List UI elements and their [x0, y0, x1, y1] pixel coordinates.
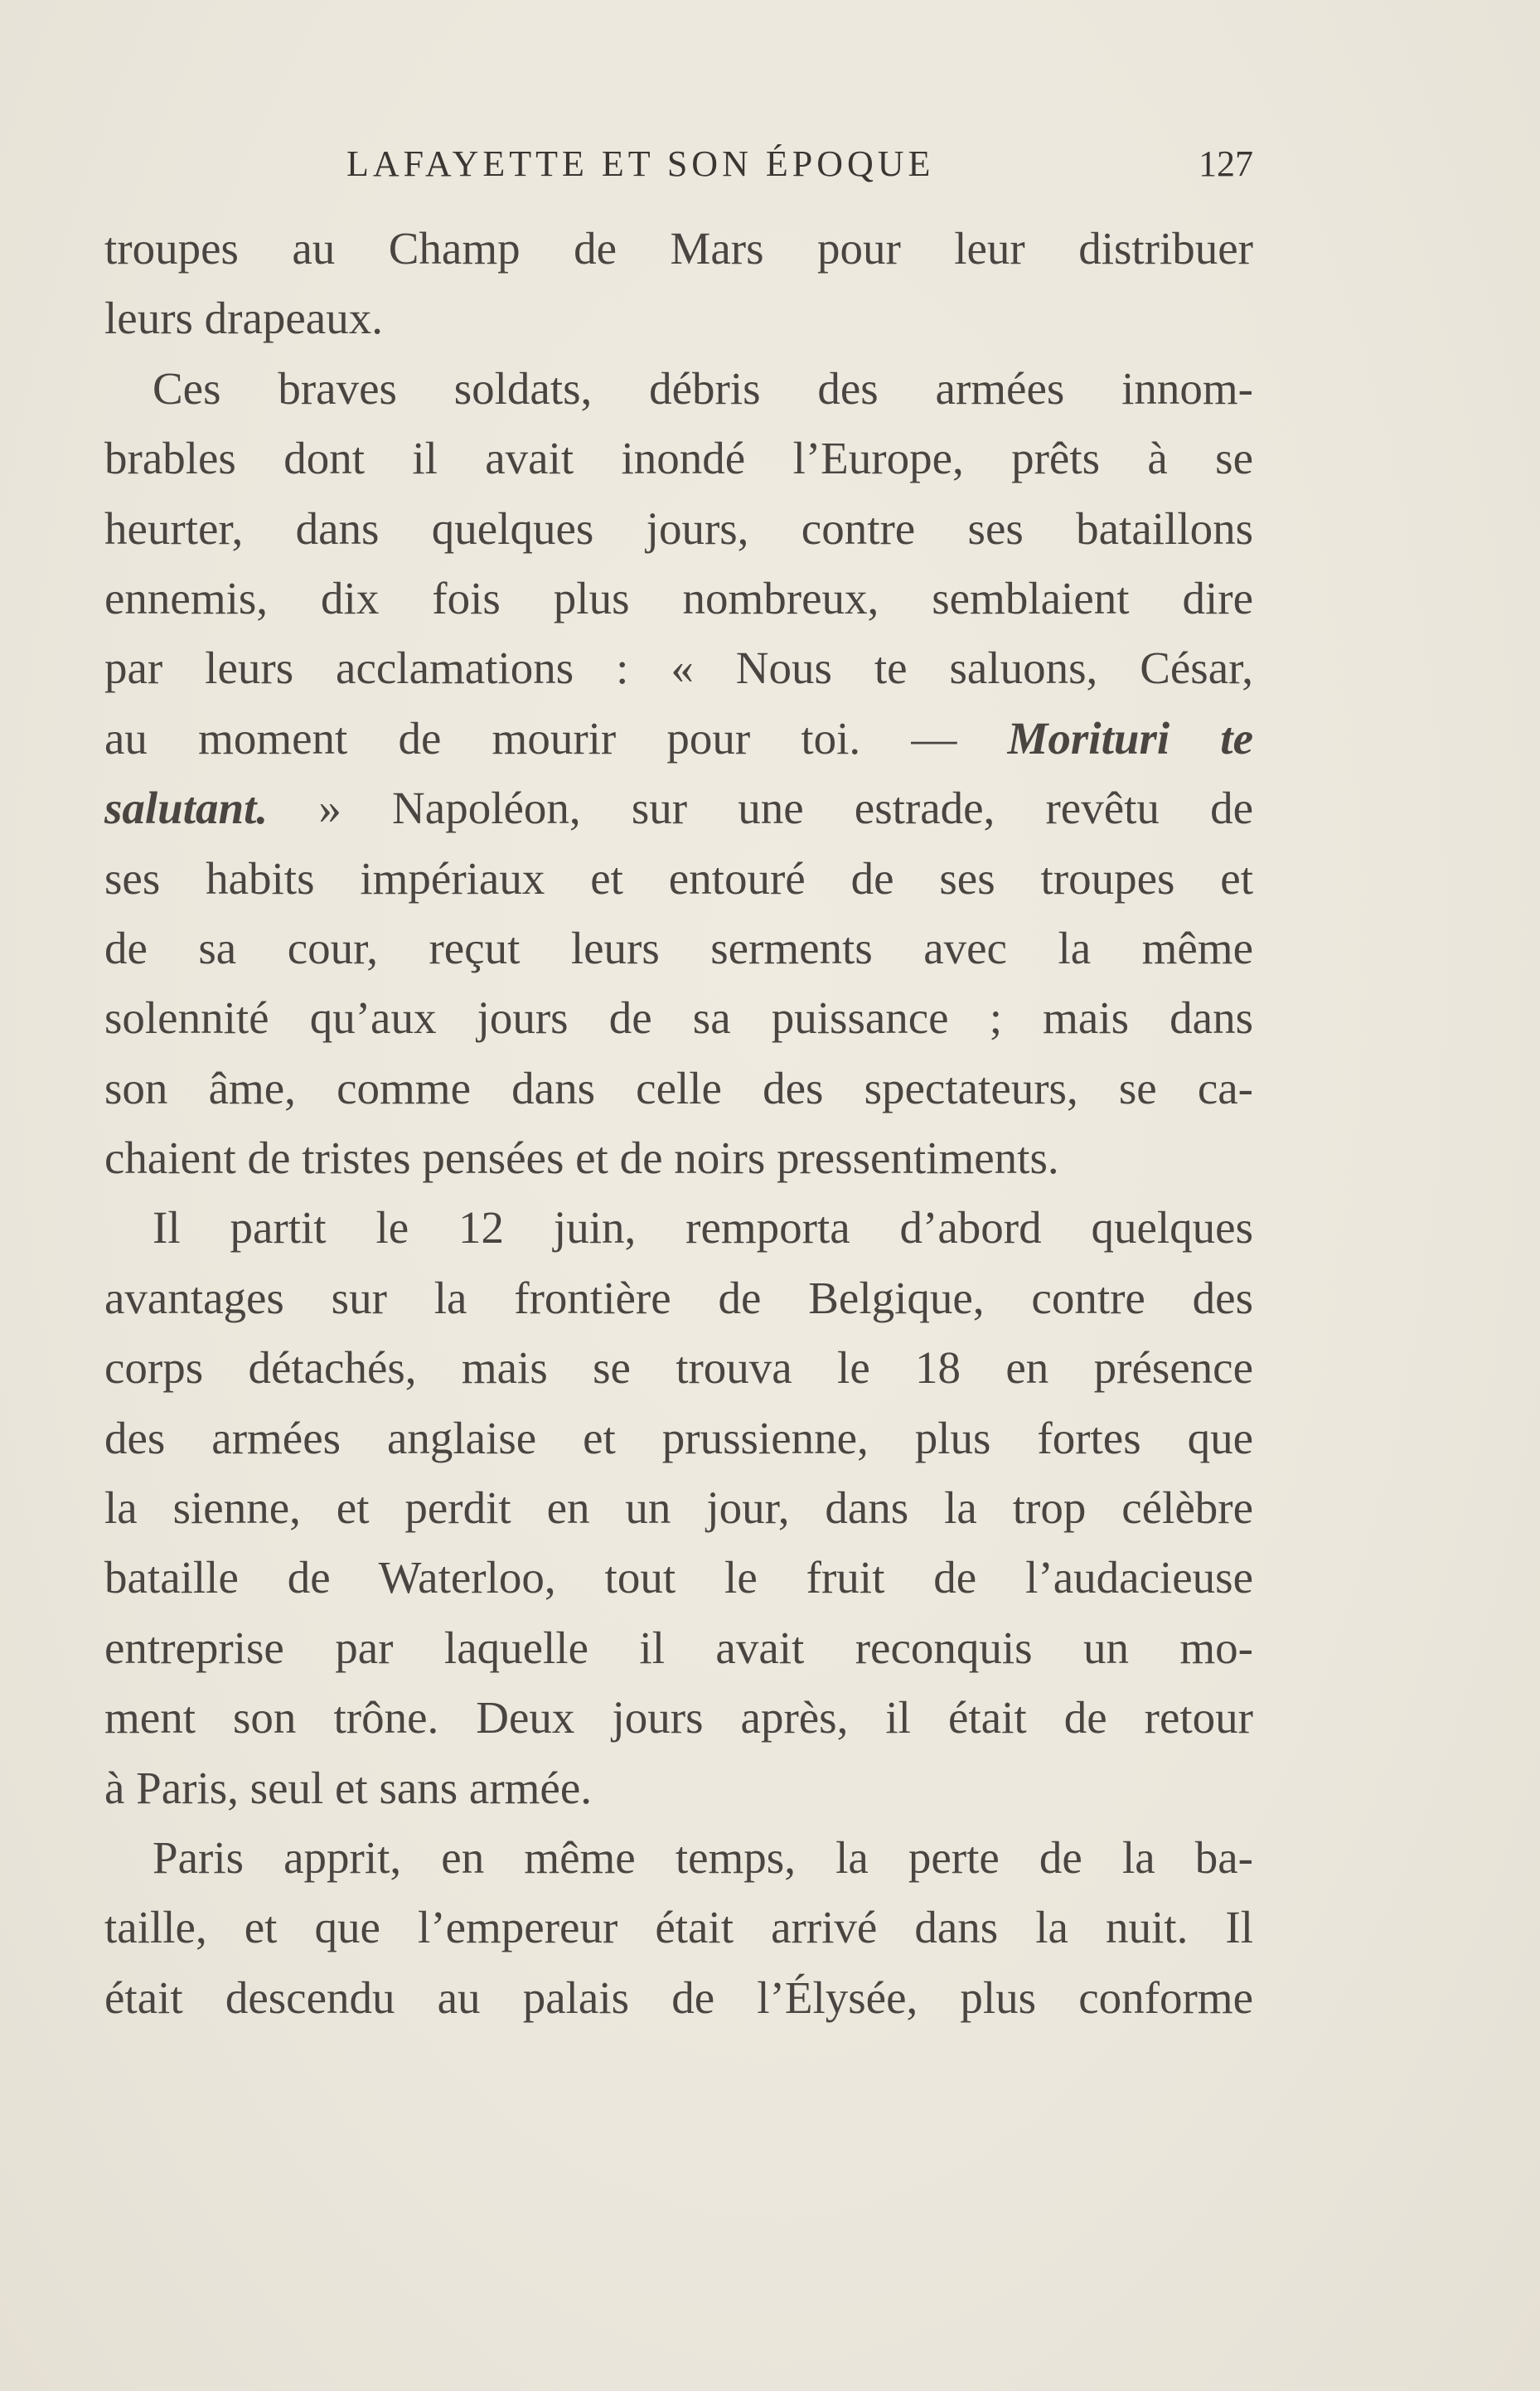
- text-line: à Paris, seul et sans armée.: [104, 1762, 593, 1813]
- text-line: Paris apprit, en même temps, la perte de la ba-: [153, 1831, 1253, 1883]
- text-line-with-italic: [104, 774, 1253, 843]
- text-line: chaient de tristes pensées et de noirs pressentiments.: [104, 1132, 1059, 1184]
- text-line: était descendu au palais de l’Élysée, plus conforme: [104, 1971, 1253, 2023]
- text-line: heurter, dans quelques jours, contre ses bataillons: [104, 502, 1253, 554]
- text-line: leurs drapeaux.: [104, 293, 383, 344]
- italic-latin-phrase: Morituri te: [1007, 712, 1253, 764]
- text-line-with-italic: [104, 704, 1253, 774]
- running-header: [103, 143, 1253, 194]
- running-title: LAFAYETTE ET SON ÉPOQUE: [346, 143, 935, 184]
- text-line: la sienne, et perdit en un jour, dans la trop célèbre: [104, 1482, 1253, 1534]
- text-fragment: » Napoléon, sur une estrade, revêtu de: [318, 783, 1253, 834]
- text-line: solennité qu’aux jours de sa puissance ; mais dans: [104, 992, 1253, 1044]
- text-line: corps détachés, mais se trouva le 18 en présence: [104, 1342, 1253, 1394]
- body-text: [104, 214, 1253, 2033]
- text-line: ment son trône. Deux jours après, il était de retour: [104, 1692, 1253, 1744]
- text-line: bataille de Waterloo, tout le fruit de l’audacieuse: [104, 1552, 1253, 1603]
- text-line: son âme, comme dans celle des spectateurs, se ca-: [104, 1062, 1253, 1113]
- text-line: de sa cour, reçut leurs serments avec la même: [104, 922, 1253, 973]
- text-line: par leurs acclamations : « Nous te saluons, César,: [104, 643, 1253, 694]
- text-line: Ces braves soldats, débris des armées innom-: [153, 362, 1253, 414]
- text-fragment: au moment de mourir pour toi. —: [104, 712, 957, 764]
- text-line: ses habits impériaux et entouré de ses troupes et: [104, 852, 1253, 904]
- text-line: taille, et que l’empereur était arrivé dans la nuit. Il: [104, 1902, 1253, 1953]
- text-line: Il partit le 12 juin, remporta d’abord quelques: [153, 1202, 1253, 1254]
- text-line: ennemis, dix fois plus nombreux, semblaient dire: [104, 572, 1253, 623]
- page-number: 127: [1199, 143, 1253, 184]
- text-line: troupes au Champ de Mars pour leur distribuer: [104, 223, 1253, 274]
- text-line: brables dont il avait inondé l’Europe, prêts à se: [104, 433, 1253, 484]
- italic-latin-phrase: salutant.: [104, 783, 269, 834]
- text-line: des armées anglaise et prussienne, plus fortes que: [104, 1412, 1253, 1463]
- text-line: avantages sur la frontière de Belgique, contre des: [104, 1272, 1253, 1323]
- text-line: entreprise par laquelle il avait reconquis un mo-: [104, 1622, 1253, 1673]
